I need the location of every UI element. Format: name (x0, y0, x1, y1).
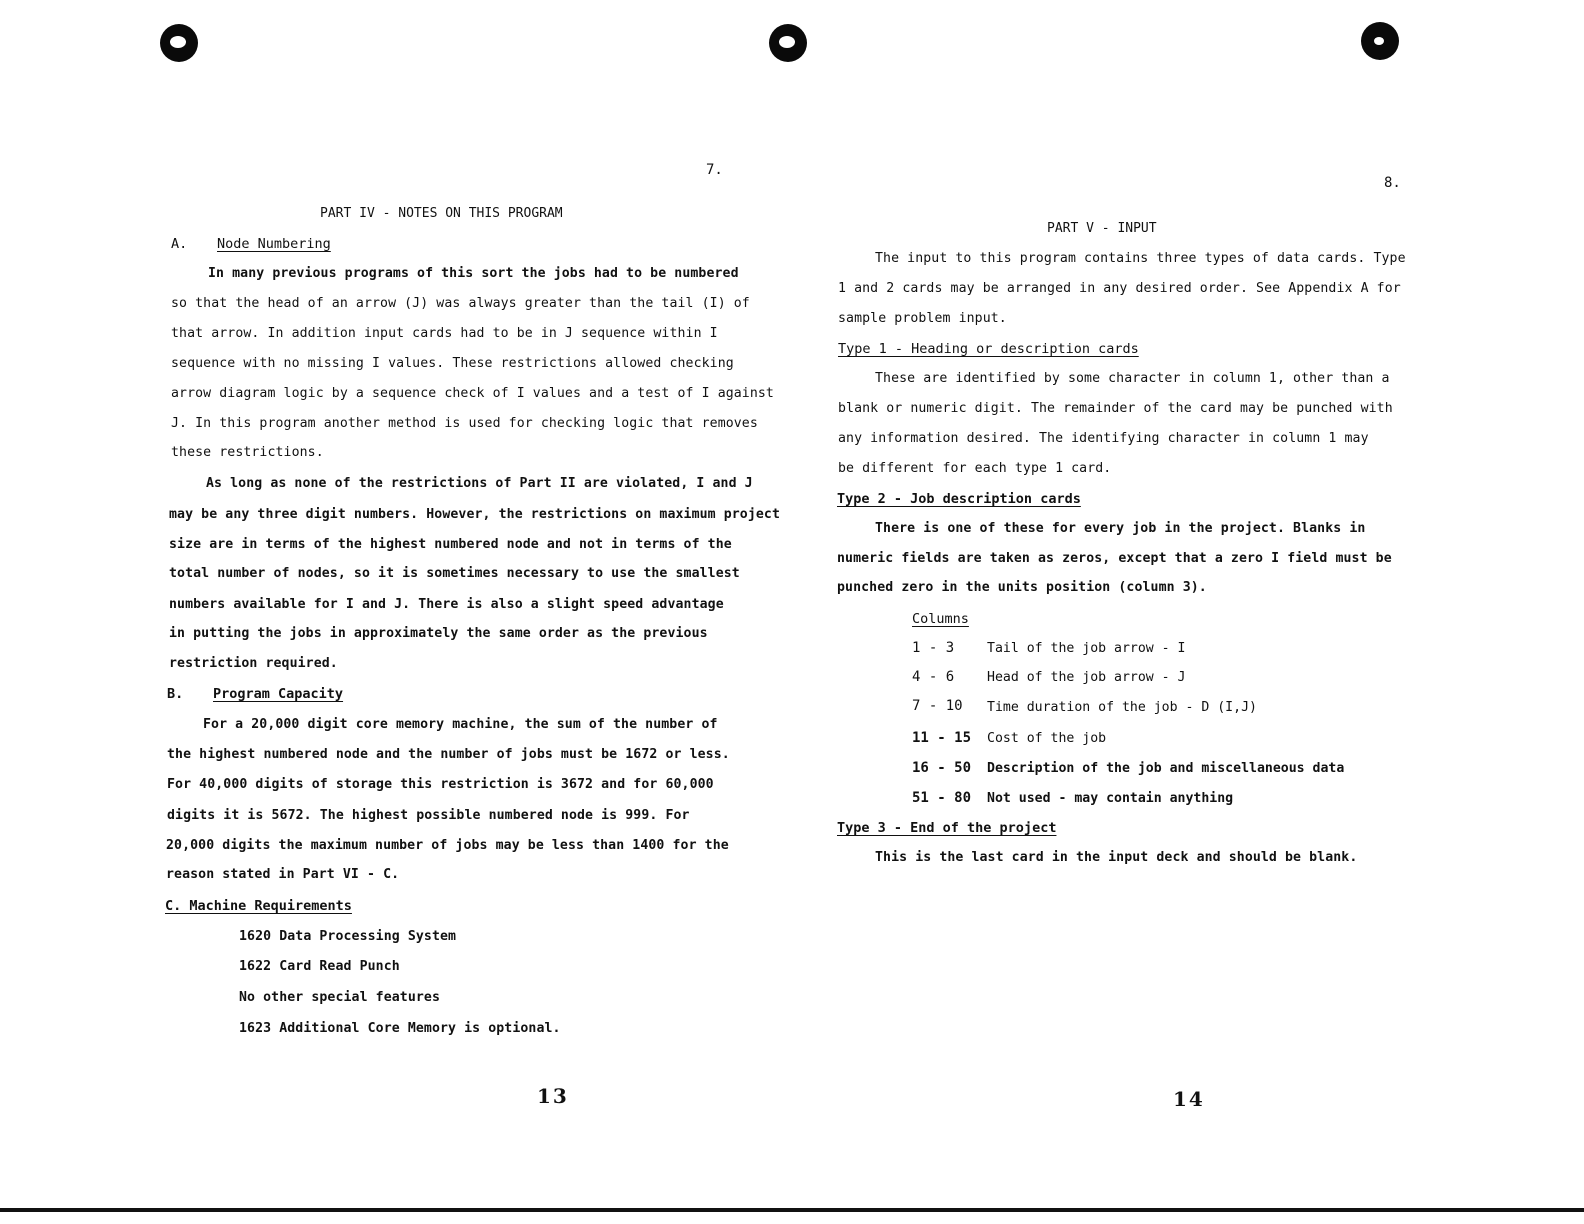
section-b-letter: B. (167, 686, 184, 702)
column-description: Description of the job and miscellaneous data (987, 761, 1345, 776)
paragraph-line: J. In this program another method is used for checking logic that removes (171, 416, 758, 431)
paragraph-line: blank or numeric digit. The remainder of the card may be punched with (838, 401, 1393, 416)
paragraph-line: total number of nodes, so it is sometimes necessary to use the smallest (169, 566, 740, 581)
paragraph-line: The input to this program contains three types of data cards. Type (875, 251, 1406, 266)
paragraph-line: any information desired. The identifying character in column 1 may (838, 431, 1369, 446)
paragraph-line: For a 20,000 digit core memory machine, the sum of the number of (203, 717, 718, 732)
section-a-title: Node Numbering (217, 236, 331, 252)
binder-hole-left (160, 24, 198, 62)
section-a-letter: A. (171, 236, 188, 252)
left-page (0, 0, 790, 1224)
footer-page-number: 13 (537, 1084, 569, 1108)
paragraph-line: 20,000 digits the maximum number of jobs may be less than 1400 for the (166, 838, 729, 853)
column-range: 7 - 10 (912, 698, 963, 714)
column-range: 11 - 15 (912, 730, 972, 746)
paragraph-line: that arrow. In addition input cards had to be in J sequence within I (171, 326, 718, 341)
type2-heading: Type 2 - Job description cards (837, 491, 1081, 507)
paragraph-line: so that the head of an arrow (J) was always greater than the tail (I) of (171, 296, 750, 311)
machine-item: No other special features (239, 990, 440, 1005)
footer-page-number: 14 (1173, 1087, 1205, 1111)
paragraph-line: sequence with no missing I values. These restrictions allowed checking (171, 356, 734, 371)
paragraph-line: As long as none of the restrictions of Part II are violated, I and J (206, 476, 753, 491)
paragraph-line: numeric fields are taken as zeros, except that a zero I field must be (837, 551, 1392, 566)
column-description: Tail of the job arrow - I (987, 641, 1186, 656)
binder-hole-center (769, 24, 807, 62)
paragraph-line: size are in terms of the highest numbered node and not in terms of the (169, 537, 732, 552)
section-b-title: Program Capacity (213, 686, 344, 702)
paragraph-line: In many previous programs of this sort the jobs had to be numbered (208, 266, 739, 281)
section-b-heading (167, 686, 343, 702)
column-description: Not used - may contain anything (987, 791, 1234, 806)
type3-heading: Type 3 - End of the project (837, 820, 1057, 836)
scan-edge-line (0, 1208, 1584, 1212)
paragraph-line: restriction required. (169, 656, 338, 671)
column-description: Time duration of the job - D (I,J) (987, 700, 1257, 715)
column-range: 4 - 6 (912, 669, 955, 685)
type1-heading: Type 1 - Heading or description cards (838, 341, 1139, 357)
machine-item: 1622 Card Read Punch (239, 959, 400, 974)
page-number: 8. (1384, 175, 1401, 191)
paragraph-line: This is the last card in the input deck and should be blank. (875, 850, 1358, 865)
paragraph-line: These are identified by some character in column 1, other than a (875, 371, 1390, 386)
paragraph-line: the highest numbered node and the number of jobs must be 1672 or less. (167, 747, 730, 762)
binder-hole-right (1361, 22, 1399, 60)
machine-item: 1620 Data Processing System (239, 929, 457, 944)
paragraph-line: reason stated in Part VI - C. (166, 867, 400, 882)
page-number: 7. (706, 162, 723, 178)
section-title: PART IV - NOTES ON THIS PROGRAM (320, 206, 563, 221)
paragraph-line: arrow diagram logic by a sequence check of I values and a test of I against (171, 386, 774, 401)
column-description: Cost of the job (987, 731, 1107, 746)
paragraph-line: There is one of these for every job in the project. Blanks in (875, 521, 1366, 536)
machine-item: 1623 Additional Core Memory is optional. (239, 1021, 561, 1036)
section-title: PART V - INPUT (1047, 221, 1157, 236)
column-range: 1 - 3 (912, 640, 955, 656)
paragraph-line: For 40,000 digits of storage this restriction is 3672 and for 60,000 (167, 777, 714, 792)
paragraph-line: may be any three digit numbers. However, the restrictions on maximum project (169, 507, 781, 522)
paragraph-line: sample problem input. (838, 311, 1007, 326)
paragraph-line: punched zero in the units position (column 3). (837, 580, 1207, 595)
columns-header: Columns (912, 611, 969, 627)
paragraph-line: numbers available for I and J. There is also a slight speed advantage (169, 597, 724, 612)
column-description: Head of the job arrow - J (987, 670, 1186, 685)
column-range: 16 - 50 (912, 760, 972, 776)
section-c-heading: C. Machine Requirements (165, 898, 352, 914)
section-a-heading (171, 236, 331, 252)
paragraph-line: be different for each type 1 card. (838, 461, 1112, 476)
paragraph-line: these restrictions. (171, 445, 324, 460)
paragraph-line: 1 and 2 cards may be arranged in any desired order. See Appendix A for (838, 281, 1401, 296)
paragraph-line: in putting the jobs in approximately the same order as the previous (169, 626, 708, 641)
right-page (790, 0, 1584, 1224)
column-range: 51 - 80 (912, 790, 972, 806)
paragraph-line: digits it is 5672. The highest possible numbered node is 999. For (167, 808, 690, 823)
